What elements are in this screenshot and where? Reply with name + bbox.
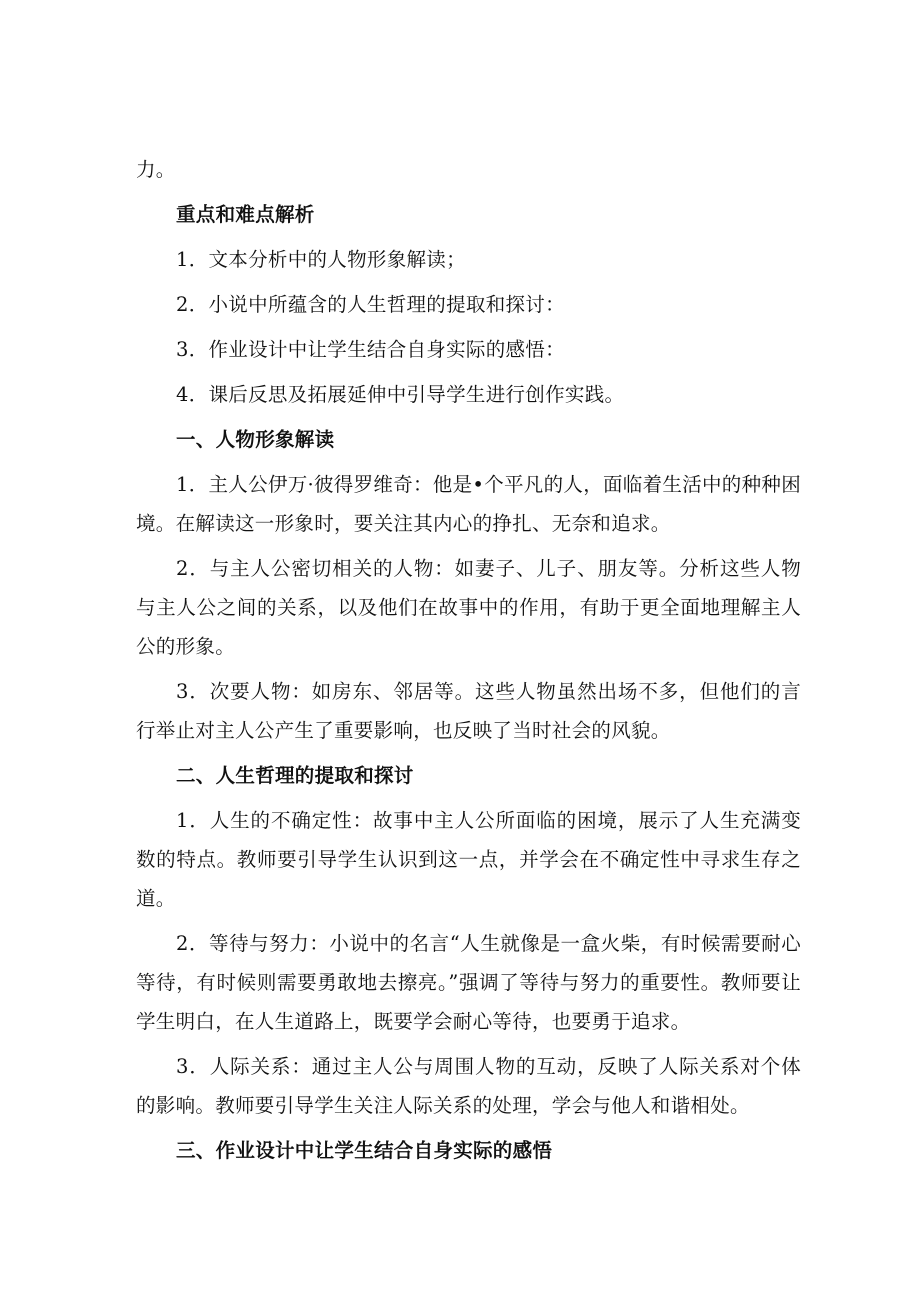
- section2-paragraph: 1．人生的不确定性：故事中主人公所面临的困境，展示了人生充满变数的特点。教师要引导学生认识到这一点，并学会在不确定性中寻求生存之道。: [136, 809, 801, 910]
- section1-paragraph: 1．主人公伊万·彼得罗维奇：他是•个平凡的人，面临着生活中的种种困境。在解读这一形象时，要关注其内心的挣扎、无奈和追求。: [136, 473, 802, 535]
- section-heading-philosophy: 二、人生哲理的提取和探讨: [176, 764, 414, 787]
- continuation-text: 力。: [136, 158, 176, 181]
- key-points-heading: 重点和难点解析: [176, 203, 315, 226]
- key-point-item: 1．文本分析中的人物形象解读；: [176, 248, 466, 271]
- section-heading-character: 一、人物形象解读: [176, 428, 335, 451]
- key-point-item: 4．课后反思及拓展延伸中引导学生进行创作实践。: [176, 383, 625, 406]
- section-heading-homework: 三、作业设计中让学生结合自身实际的感悟: [176, 1139, 553, 1162]
- key-point-item: 2．小说中所蕴含的人生哲理的提取和探讨：: [176, 293, 565, 316]
- section1-paragraph: 3．次要人物：如房东、邻居等。这些人物虽然出场不多，但他们的言行举止对主人公产生了重要影响，也反映了当时社会的风貌。: [136, 680, 801, 742]
- key-point-item: 3．作业设计中让学生结合自身实际的感悟：: [176, 338, 565, 361]
- document-body: [136, 150, 801, 1170]
- section2-paragraph: 2．等待与努力：小说中的名言“人生就像是一盒火柴，有时候需要耐心等待，有时候则需要勇敢地去擦亮。”强调了等待与努力的重要性。教师要让学生明白，在人生道路上，既要学会耐心等待，也要勇于追求。: [136, 932, 801, 1033]
- section2-paragraph: 3．人际关系：通过主人公与周围人物的互动，反映了人际关系对个体的影响。教师要引导学生关注人际关系的处理，学会与他人和谐相处。: [136, 1055, 801, 1117]
- section1-paragraph: 2．与主人公密切相关的人物：如妻子、儿子、朋友等。分析这些人物与主人公之间的关系，以及他们在故事中的作用，有助于更全面地理解主人公的形象。: [136, 557, 801, 658]
